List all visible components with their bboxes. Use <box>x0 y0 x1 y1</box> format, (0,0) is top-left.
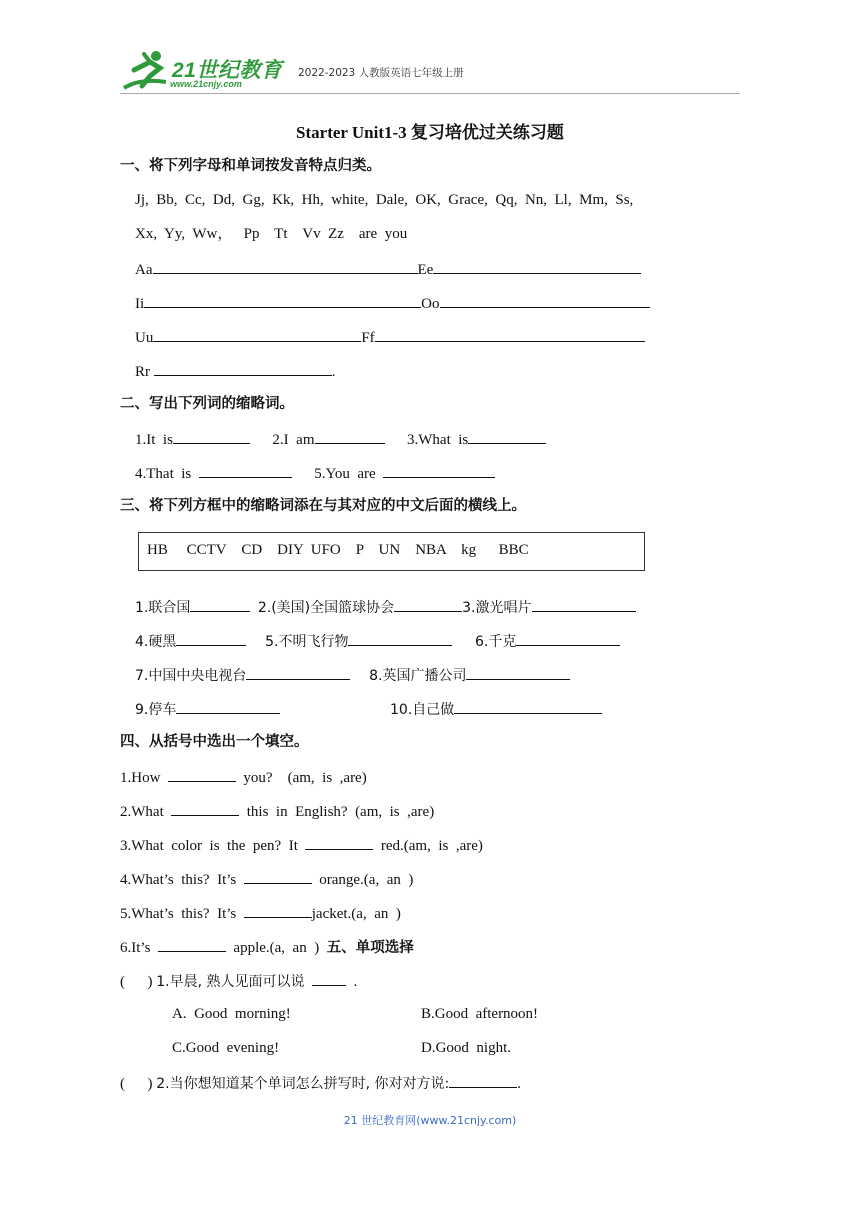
answer-row-aa-ee <box>135 258 641 280</box>
s3-item8: 8.英国广播公司 <box>369 668 467 684</box>
blank-ee[interactable] <box>433 258 641 274</box>
s5-question2 <box>120 1072 521 1094</box>
s3-item9: 9.停车 <box>135 702 177 718</box>
section3-row2 <box>135 630 620 652</box>
s2-item3: 3.What is <box>407 432 469 448</box>
s5-q1-blank[interactable] <box>312 970 346 986</box>
s3-blank10[interactable] <box>454 698 602 714</box>
s3-item5: 5.不明飞行物 <box>265 634 349 650</box>
label-oo: Oo <box>421 296 440 312</box>
runner-logo-icon <box>120 48 172 92</box>
s5-q1-option-d[interactable]: D.Good night. <box>421 1040 511 1056</box>
label-ii: Ii <box>135 296 145 312</box>
blank-oo[interactable] <box>440 292 650 308</box>
s4-question2 <box>120 800 434 822</box>
s5-q2-blank[interactable] <box>449 1072 517 1088</box>
s4-q5-start: 5.What’s this? It’s <box>120 906 237 922</box>
blank-ii[interactable] <box>144 292 421 308</box>
s4-blank3[interactable] <box>305 834 373 850</box>
s4-q6-end: apple.(a, an ) <box>233 940 320 956</box>
s4-q1-end: you? (am, is ,are) <box>243 770 367 786</box>
s4-question1 <box>120 766 367 788</box>
page-footer[interactable]: 21 世纪教育网(www.21cnjy.com) <box>343 1114 517 1127</box>
s4-q6-start: 6.It’s <box>120 940 151 956</box>
section1-letters-line2: Xx, Yy, Ww， Pp Tt Vv Zz are you <box>135 226 408 242</box>
s4-blank6[interactable] <box>158 936 226 952</box>
s3-blank9[interactable] <box>176 698 280 714</box>
s3-item7: 7.中国中央电视台 <box>135 668 247 684</box>
s2-item1: 1.It is <box>135 432 173 448</box>
s4-blank2[interactable] <box>171 800 239 816</box>
s3-item1: 1.联合国 <box>135 600 191 616</box>
s4-blank1[interactable] <box>168 766 236 782</box>
s4-question6 <box>120 936 414 958</box>
s4-q4-start: 4.What’s this? It’s <box>120 872 237 888</box>
section2-row1 <box>135 428 546 450</box>
s2-blank4[interactable] <box>199 462 292 478</box>
s5-q1-text: 1.早晨, 熟人见面可以说 <box>156 974 305 990</box>
s5-q1-option-c[interactable]: C.Good evening! <box>172 1040 280 1056</box>
label-uu: Uu <box>135 330 154 346</box>
s3-item4: 4.硬黑 <box>135 634 177 650</box>
abbreviation-list: HB CCTV CD DIY UFO P UN NBA kg BBC <box>147 542 529 558</box>
s5-question1 <box>120 970 357 992</box>
s4-q3-end: red.(am, is ,are) <box>380 838 483 854</box>
section4-heading: 四、从括号中选出一个填空。 <box>120 734 309 750</box>
s2-item4: 4.That is <box>135 466 192 482</box>
s3-blank3[interactable] <box>532 596 636 612</box>
s3-blank4[interactable] <box>176 630 246 646</box>
section3-row4 <box>135 698 280 720</box>
s5-q1-paren[interactable]: ( ) <box>120 974 153 990</box>
s2-blank1[interactable] <box>173 428 250 444</box>
blank-ff[interactable] <box>375 326 645 342</box>
s4-q5-end: jacket.(a, an ) <box>311 906 401 922</box>
blank-aa[interactable] <box>153 258 418 274</box>
s5-q2-paren[interactable]: ( ) <box>120 1076 153 1092</box>
label-ee: Ee <box>417 262 434 278</box>
page-title: Starter Unit1-3 复习培优过关练习题 <box>296 123 564 142</box>
section1-heading: 一、将下列字母和单词按发音特点归类。 <box>120 158 381 174</box>
site-logo <box>120 46 290 94</box>
s4-q1-start: 1.How <box>120 770 161 786</box>
header-info: 2022-2023 人教版英语七年级上册 <box>298 67 464 79</box>
s3-item6: 6.千克 <box>474 634 517 650</box>
s3-blank8[interactable] <box>466 664 570 680</box>
logo-url: www.21cnjy.com <box>170 79 242 89</box>
s3-blank7[interactable] <box>246 664 350 680</box>
s4-q4-end: orange.(a, an ) <box>319 872 414 888</box>
answer-row-uu-ff <box>135 326 645 348</box>
s3-blank6[interactable] <box>516 630 620 646</box>
section5-heading: 五、单项选择 <box>326 940 414 956</box>
section3-row4b <box>390 698 602 720</box>
s3-blank1[interactable] <box>190 596 250 612</box>
section3-row3 <box>135 664 570 686</box>
label-rr: Rr <box>135 364 150 380</box>
s3-item3: 3.激光唱片 <box>462 600 532 616</box>
blank-uu[interactable] <box>153 326 361 342</box>
s5-q2-text: 2.当你想知道某个单词怎么拼写时, 你对对方说: <box>156 1076 450 1092</box>
section3-row1 <box>135 596 636 618</box>
s4-q2-start: 2.What <box>120 804 164 820</box>
s2-blank3[interactable] <box>468 428 546 444</box>
label-aa: Aa <box>135 262 153 278</box>
logo-text: 21世纪教育 <box>172 59 283 82</box>
s2-blank2[interactable] <box>315 428 385 444</box>
label-ff: Ff <box>361 330 375 346</box>
s5-q1-period: . <box>353 974 358 990</box>
header-divider <box>120 93 740 94</box>
s3-item2: 2.(美国)全国篮球协会 <box>257 600 395 616</box>
answer-row-ii-oo <box>135 292 650 314</box>
s5-q2-period: . <box>517 1076 521 1092</box>
s5-q1-option-b[interactable]: B.Good afternoon! <box>421 1006 539 1022</box>
s2-item5: 5.You are <box>314 466 376 482</box>
period: . <box>331 364 336 380</box>
section2-row2 <box>135 462 495 484</box>
s5-q1-option-a[interactable]: A. Good morning! <box>172 1006 291 1022</box>
s2-blank5[interactable] <box>383 462 495 478</box>
s4-blank5[interactable] <box>244 902 312 918</box>
section2-heading: 二、写出下列词的缩略词。 <box>120 396 294 412</box>
page-header <box>120 46 740 94</box>
blank-rr[interactable] <box>154 360 332 376</box>
s3-item10: 10.自己做 <box>390 702 455 718</box>
s3-blank5[interactable] <box>348 630 452 646</box>
section3-heading: 三、将下列方框中的缩略词添在与其对应的中文后面的横线上。 <box>120 498 526 514</box>
section1-letters-line1: Jj, Bb, Cc, Dd, Gg, Kk, Hh, white, Dale, OK, Grace, Qq, Nn, Ll, Mm, Ss, <box>135 192 634 208</box>
abbreviation-box <box>138 532 645 571</box>
s3-blank2[interactable] <box>394 596 462 612</box>
answer-row-rr <box>135 360 336 382</box>
s4-question5 <box>120 902 401 924</box>
s4-question3 <box>120 834 483 856</box>
s4-question4 <box>120 868 413 890</box>
s2-item2: 2.I am <box>272 432 315 448</box>
s4-blank4[interactable] <box>244 868 312 884</box>
s4-q2-end: this in English? (am, is ,are) <box>246 804 435 820</box>
s4-q3-start: 3.What color is the pen? It <box>120 838 298 854</box>
